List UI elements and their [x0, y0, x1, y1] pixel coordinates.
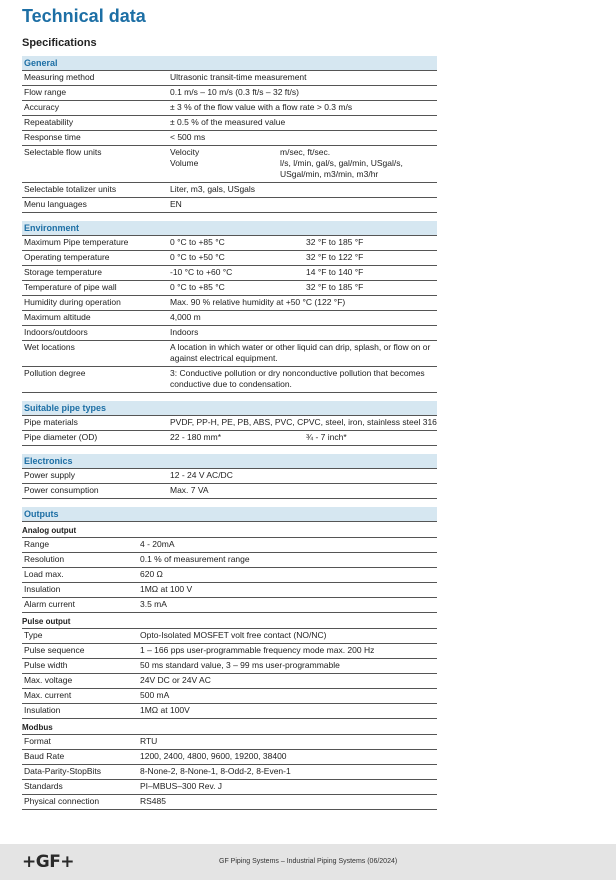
spec-label: Response time: [24, 132, 81, 142]
spec-label: Insulation: [24, 705, 61, 715]
spec-value: 24V DC or 24V AC: [140, 675, 211, 685]
spec-row: [22, 281, 437, 296]
spec-value: 0.1 m/s – 10 m/s (0.3 ft/s – 32 ft/s): [170, 87, 299, 97]
spec-row: [22, 296, 437, 311]
spec-value-metric: 22 - 180 mm*: [170, 432, 222, 442]
flow-units-row: [22, 146, 437, 183]
spec-label: Repeatability: [24, 117, 74, 127]
spec-value: RS485: [140, 796, 166, 806]
spec-row: [22, 583, 437, 598]
spec-value: 1MΩ at 100 V: [140, 584, 193, 594]
spec-row: [22, 266, 437, 281]
velocity-units: m/sec, ft/sec.: [280, 147, 331, 157]
page-title: Technical data: [22, 6, 146, 26]
spec-value: 1MΩ at 100V: [140, 705, 190, 715]
spec-label: Type: [24, 630, 43, 640]
spec-label: Standards: [24, 781, 63, 791]
spec-label: Menu languages: [24, 199, 87, 209]
volume-units: l/s, l/min, gal/s, gal/min, USgal/s, USgal/min, m3/min, m3/hr: [280, 158, 403, 179]
spec-label: Selectable flow units: [24, 147, 102, 157]
spec-value: ± 3 % of the flow value with a flow rate > 0.3 m/s: [170, 102, 353, 112]
electronics-section: [22, 454, 437, 499]
spec-value: Max. 90 % relative humidity at +50 °C (122 °F): [170, 297, 346, 307]
spec-row: [22, 416, 437, 431]
spec-label: Alarm current: [24, 599, 76, 609]
spec-label: Data-Parity-StopBits: [24, 766, 101, 776]
spec-row: [22, 86, 437, 101]
spec-value-metric: 0 °C to +50 °C: [170, 252, 225, 262]
gf-logo: +GF+: [22, 852, 75, 872]
spec-value: PVDF, PP-H, PE, PB, ABS, PVC, CPVC, steel, iron, stainless steel 316: [170, 417, 437, 427]
spec-value-imperial: 32 °F to 185 °F: [306, 282, 364, 292]
spec-value: Opto-Isolated MOSFET volt free contact (NO/NC): [140, 630, 327, 640]
spec-label: Storage temperature: [24, 267, 102, 277]
spec-row: [22, 101, 437, 116]
spec-value: Max. 7 VA: [170, 485, 209, 495]
spec-label: Maximum Pipe temperature: [24, 237, 129, 247]
spec-row: [22, 553, 437, 568]
spec-value-imperial: 32 °F to 185 °F: [306, 237, 364, 247]
spec-value: Indoors: [170, 327, 199, 337]
spec-value: 12 - 24 V AC/DC: [170, 470, 233, 480]
spec-label: Max. current: [24, 690, 72, 700]
spec-row: [22, 598, 437, 613]
flow-units-list: [170, 147, 437, 180]
spec-row: [22, 469, 437, 484]
electronics-header: Electronics: [22, 454, 437, 469]
spec-label: Pipe diameter (OD): [24, 432, 98, 442]
spec-label: Pollution degree: [24, 368, 86, 378]
spec-value: 500 mA: [140, 690, 170, 700]
spec-row: [22, 341, 437, 367]
spec-row: [22, 795, 437, 810]
spec-row: [22, 629, 437, 644]
spec-value: 1200, 2400, 4800, 9600, 19200, 38400: [140, 751, 287, 761]
spec-label: Insulation: [24, 584, 61, 594]
spec-value-metric: -10 °C to +60 °C: [170, 267, 233, 277]
spec-label: Resolution: [24, 554, 65, 564]
spec-value: 4,000 m: [170, 312, 201, 322]
spec-value: PI–MBUS–300 Rev. J: [140, 781, 223, 791]
spec-row: [22, 484, 437, 499]
spec-row: [22, 674, 437, 689]
spec-label: Pipe materials: [24, 417, 78, 427]
spec-row: [22, 71, 437, 86]
spec-row: [22, 236, 437, 251]
spec-label: Indoors/outdoors: [24, 327, 88, 337]
spec-value: 4 - 20mA: [140, 539, 175, 549]
spec-row: [22, 431, 437, 446]
outputs-section: [22, 507, 437, 810]
outputs-header: Outputs: [22, 507, 437, 522]
spec-label: Power supply: [24, 470, 76, 480]
spec-label: Accuracy: [24, 102, 59, 112]
spec-row: [22, 198, 437, 213]
spec-row: [22, 644, 437, 659]
spec-value-metric: 0 °C to +85 °C: [170, 282, 225, 292]
spec-label: Pulse sequence: [24, 645, 85, 655]
spec-row: [22, 251, 437, 266]
spec-label: Format: [24, 736, 51, 746]
spec-value: 50 ms standard value, 3 – 99 ms user-programmable: [140, 660, 340, 670]
spec-row: [22, 659, 437, 674]
spec-row: [22, 538, 437, 553]
spec-value: Liter, m3, gals, USgals: [170, 184, 256, 194]
spec-row: [22, 689, 437, 704]
spec-value: Ultrasonic transit-time measurement: [170, 72, 307, 82]
spec-label: Flow range: [24, 87, 67, 97]
spec-row: [22, 704, 437, 719]
pulse-output-label: Pulse output: [22, 613, 437, 629]
spec-label: Pulse width: [24, 660, 68, 670]
spec-label: Selectable totalizer units: [24, 184, 117, 194]
pipe-types-header: Suitable pipe types: [22, 401, 437, 416]
volume-label: Volume: [170, 158, 199, 168]
spec-row: [22, 568, 437, 583]
spec-label: Temperature of pipe wall: [24, 282, 117, 292]
spec-label: Maximum altitude: [24, 312, 91, 322]
velocity-label: Velocity: [170, 147, 200, 157]
spec-row: [22, 326, 437, 341]
spec-row: [22, 183, 437, 198]
spec-row: [22, 780, 437, 795]
spec-label: Measuring method: [24, 72, 95, 82]
spec-value: 1 – 166 pps user-programmable frequency mode max. 200 Hz: [140, 645, 375, 655]
pipe-types-section: [22, 401, 437, 446]
spec-value: 0.1 % of measurement range: [140, 554, 250, 564]
spec-row: [22, 735, 437, 750]
spec-value: EN: [170, 199, 182, 209]
spec-label: Operating temperature: [24, 252, 110, 262]
environment-section: [22, 221, 437, 393]
spec-row: [22, 116, 437, 131]
specifications-subtitle: Specifications: [22, 37, 97, 49]
modbus-label: Modbus: [22, 719, 437, 735]
spec-value: < 500 ms: [170, 132, 206, 142]
spec-row: [22, 311, 437, 326]
spec-value-imperial: 32 °F to 122 °F: [306, 252, 364, 262]
spec-value: 3.5 mA: [140, 599, 167, 609]
analog-output-label: Analog output: [22, 522, 437, 538]
spec-value-imperial: 14 °F to 140 °F: [306, 267, 364, 277]
spec-value-metric: 0 °C to +85 °C: [170, 237, 225, 247]
footer-text: GF Piping Systems – Industrial Piping Systems (06/2024): [219, 858, 398, 865]
spec-tables: [22, 56, 437, 818]
spec-label: Load max.: [24, 569, 64, 579]
spec-label: Physical connection: [24, 796, 100, 806]
spec-row: [22, 367, 437, 393]
spec-value: 620 Ω: [140, 569, 163, 579]
spec-value: 8-None-2, 8-None-1, 8-Odd-2, 8-Even-1: [140, 766, 291, 776]
environment-header: Environment: [22, 221, 437, 236]
spec-row: [22, 750, 437, 765]
spec-value: RTU: [140, 736, 158, 746]
spec-value-imperial: ¾ - 7 inch*: [306, 432, 347, 442]
spec-label: Wet locations: [24, 342, 75, 352]
spec-label: Max. voltage: [24, 675, 73, 685]
spec-label: Range: [24, 539, 50, 549]
general-section: [22, 56, 437, 213]
spec-value: 3: Conductive pollution or dry nonconductive pollution that becomes conductive due to condensation.: [170, 368, 425, 389]
spec-row: [22, 131, 437, 146]
spec-label: Baud Rate: [24, 751, 65, 761]
spec-label: Humidity during operation: [24, 297, 121, 307]
spec-value: A location in which water or other liquid can drip, splash, or flow on or against electrical equipment.: [170, 342, 431, 363]
spec-value: ± 0.5 % of the measured value: [170, 117, 286, 127]
page-footer: [0, 844, 616, 880]
spec-row: [22, 765, 437, 780]
spec-label: Power consumption: [24, 485, 99, 495]
general-header: General: [22, 56, 437, 71]
